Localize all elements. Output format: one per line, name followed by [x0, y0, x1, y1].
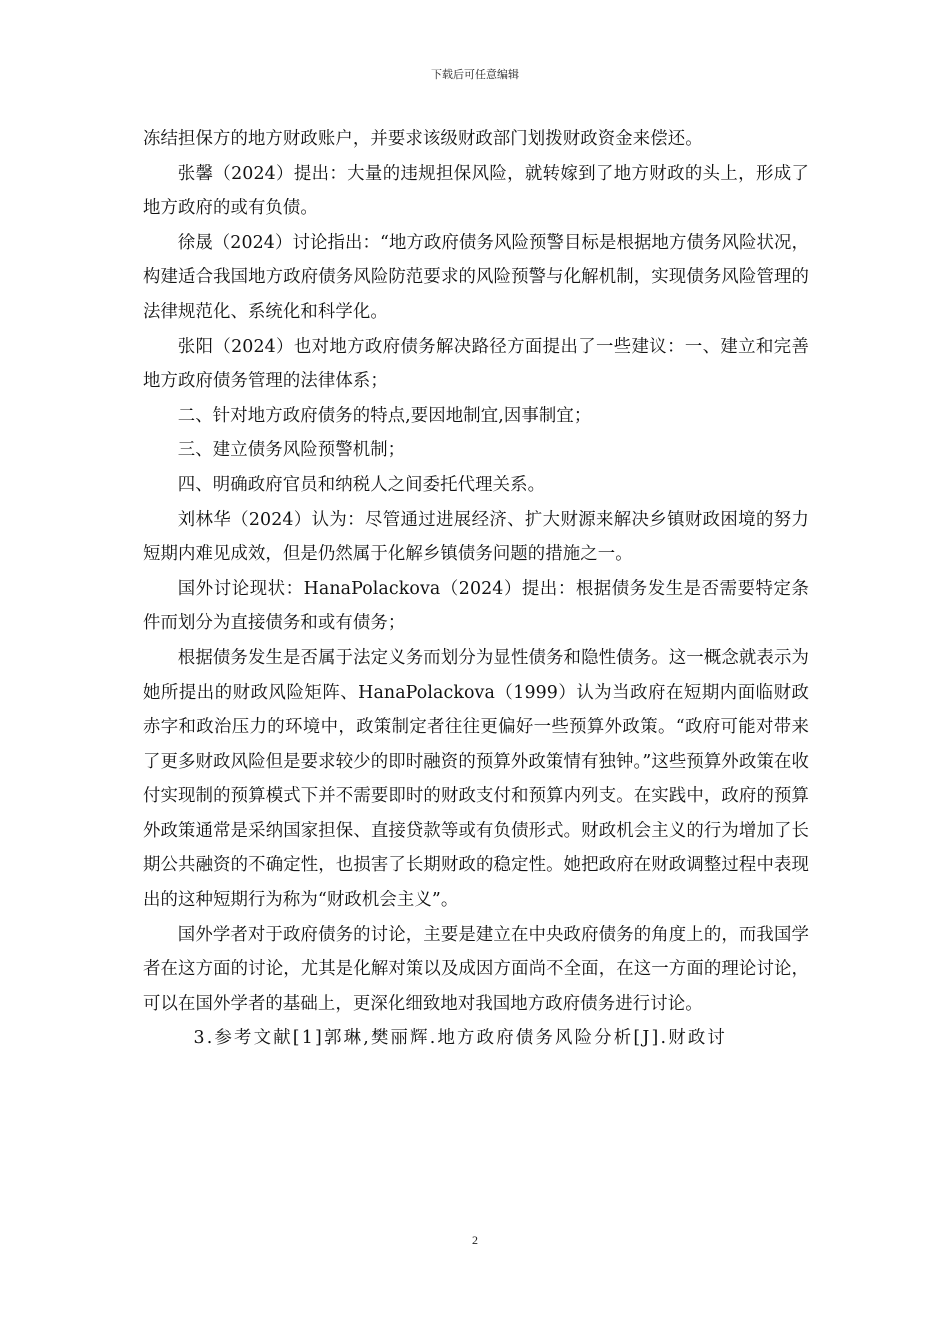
- document-body: [143, 122, 809, 1056]
- page-number: 2: [472, 1233, 478, 1247]
- paragraph: 徐晟（2024）讨论指出：“地方政府债务风险预警目标是根据地方债务风险状况，构建适合我国地方政府债务风险防范要求的风险预警与化解机制，实现债务风险管理的法律规范化、系统化和科学化。: [143, 232, 809, 322]
- paragraph: 刘林华（2024）认为：尽管通过进展经济、扩大财源来解决乡镇财政困境的努力短期内难见成效，但是仍然属于化解乡镇债务问题的措施之一。: [143, 509, 809, 565]
- paragraph: 张馨（2024）提出：大量的违规担保风险，就转嫁到了地方财政的头上，形成了地方政府的或有负债。: [143, 163, 809, 219]
- paragraph: 根据债务发生是否属于法定义务而划分为显性债务和隐性债务。这一概念就表示为她所提出的财政风险矩阵、HanaPolackova（1999）认为当政府在短期内面临财政赤字和政治压力的环境中，政策制定者往往更偏好一些预算外政策。“政府可能对带来了更多财政风险但是要求较少的即时融资的预算外政策情有独钟。”这些预算外政策在收付实现制的预算模式下并不需要即时的财政支付和预算内列支。在实践中，政府的预算外政策通常是采纳国家担保、直接贷款等或有负债形式。财政机会主义的行为增加了长期公共融资的不确定性，也损害了长期财政的稳定性。她把政府在财政调整过程中表现出的这种短期行为称为“财政机会主义”。: [143, 647, 809, 911]
- paragraph: 三、建立债务风险预警机制；: [177, 440, 406, 461]
- reference-line: 3.参考文献[1]郭琳,樊丽辉.地方政府债务风险分析[J].财政讨: [193, 1028, 728, 1049]
- paragraph: 国外讨论现状：HanaPolackova（2024）提出：根据债务发生是否需要特定条件而划分为直接债务和或有债务；: [143, 578, 809, 634]
- paragraph: 四、明确政府官员和纳税人之间委托代理关系。: [177, 474, 546, 495]
- paragraph: 国外学者对于政府债务的讨论，主要是建立在中央政府债务的角度上的，而我国学者在这方面的讨论，尤其是化解对策以及成因方面尚不全面，在这一方面的理论讨论，可以在国外学者的基础上，更深化细致地对我国地方政府债务进行讨论。: [143, 924, 809, 1014]
- page-header: 下载后可任意编辑: [431, 68, 519, 81]
- paragraph: 二、针对地方政府债务的特点,要因地制宜,因事制宜；: [177, 405, 592, 426]
- paragraph: 张阳（2024）也对地方政府债务解决路径方面提出了一些建议：一、建立和完善地方政府债务管理的法律体系；: [143, 336, 809, 392]
- paragraph: 冻结担保方的地方财政账户，并要求该级财政部门划拨财政资金来偿还。: [143, 129, 703, 149]
